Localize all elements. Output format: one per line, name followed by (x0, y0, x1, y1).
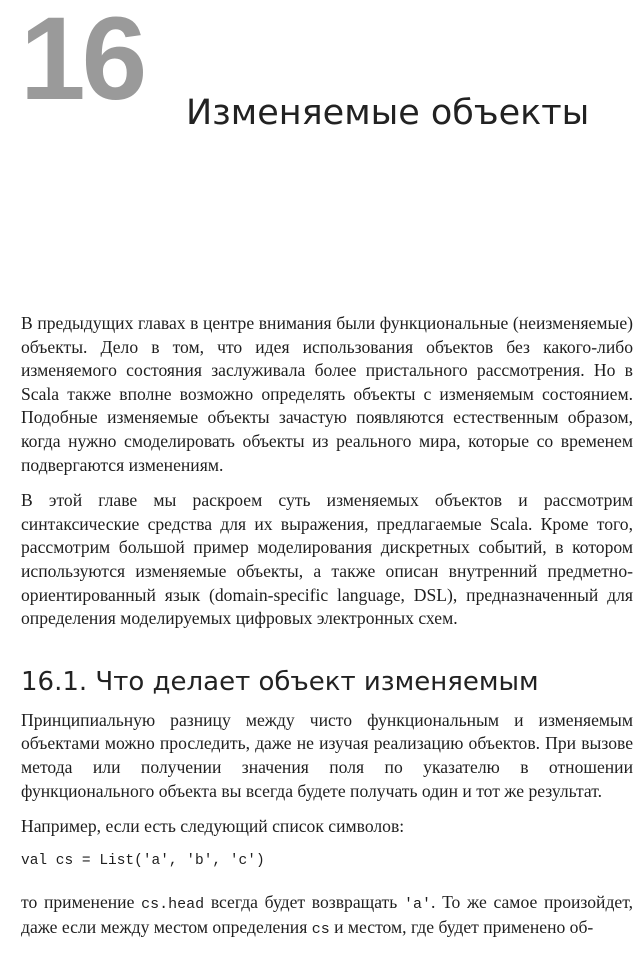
inline-code: 'a' (403, 895, 431, 913)
intro-paragraph-1: В предыдущих главах в центре внимания были функциональные (неизменяемые) объекты. Дело в том, что идея использования объектов без какого-либо изменяемого состояния заслуживала более пристального рассмотрения. Но в Scala также вполне возможно определять объекты с изменяемым состоянием. Подобные изменяемые объекты зачастую появляются естественным образом, когда нужно смоделировать объекты из реального мира, которые со временем подвергаются изменениям. (21, 313, 633, 475)
inline-code: cs (311, 921, 330, 939)
text-fragment: . То же самое произойдет, даже если между местом определения (21, 891, 633, 938)
text-fragment: и местом, где будет применено об- (329, 917, 594, 938)
inline-code: cs.head (141, 895, 205, 913)
chapter-number: 16 (20, 0, 144, 125)
intro-paragraph-2: В этой главе мы раскроем суть изменяемых объектов и рассмотрим синтаксические средства для их выражения, предлагаемые Scala. Кроме того, рассмотрим большой пример моделирования дискретных событий, в котором используются изменяемые объекты, а также описан внутренний предметно-ориентированный язык (domain-specific language, DSL), предназначенный для определения моделируемых цифровых электронных схем. (21, 490, 633, 629)
code-listing: val cs = List('a', 'b', 'c') (21, 852, 265, 869)
section-paragraph-1: Принципиальную разницу между чисто функциональным и изменяемым объектами можно проследить, даже не изучая реализацию объектов. При вызове метода или получении значения поля по указателю в отношении функционального объекта вы всегда будете получать один и тот же результат. (21, 709, 633, 801)
chapter-title: Изменяемые объекты (186, 93, 590, 134)
section-paragraph-3 (21, 891, 633, 942)
text-fragment: то применение (21, 891, 142, 912)
page-content (21, 312, 633, 954)
section-heading: 16.1. Что делает объект изменяемым (21, 666, 539, 697)
text-fragment: всегда будет возвращать (204, 891, 404, 912)
section-paragraph-2: Например, если есть следующий список символов: (21, 816, 405, 837)
